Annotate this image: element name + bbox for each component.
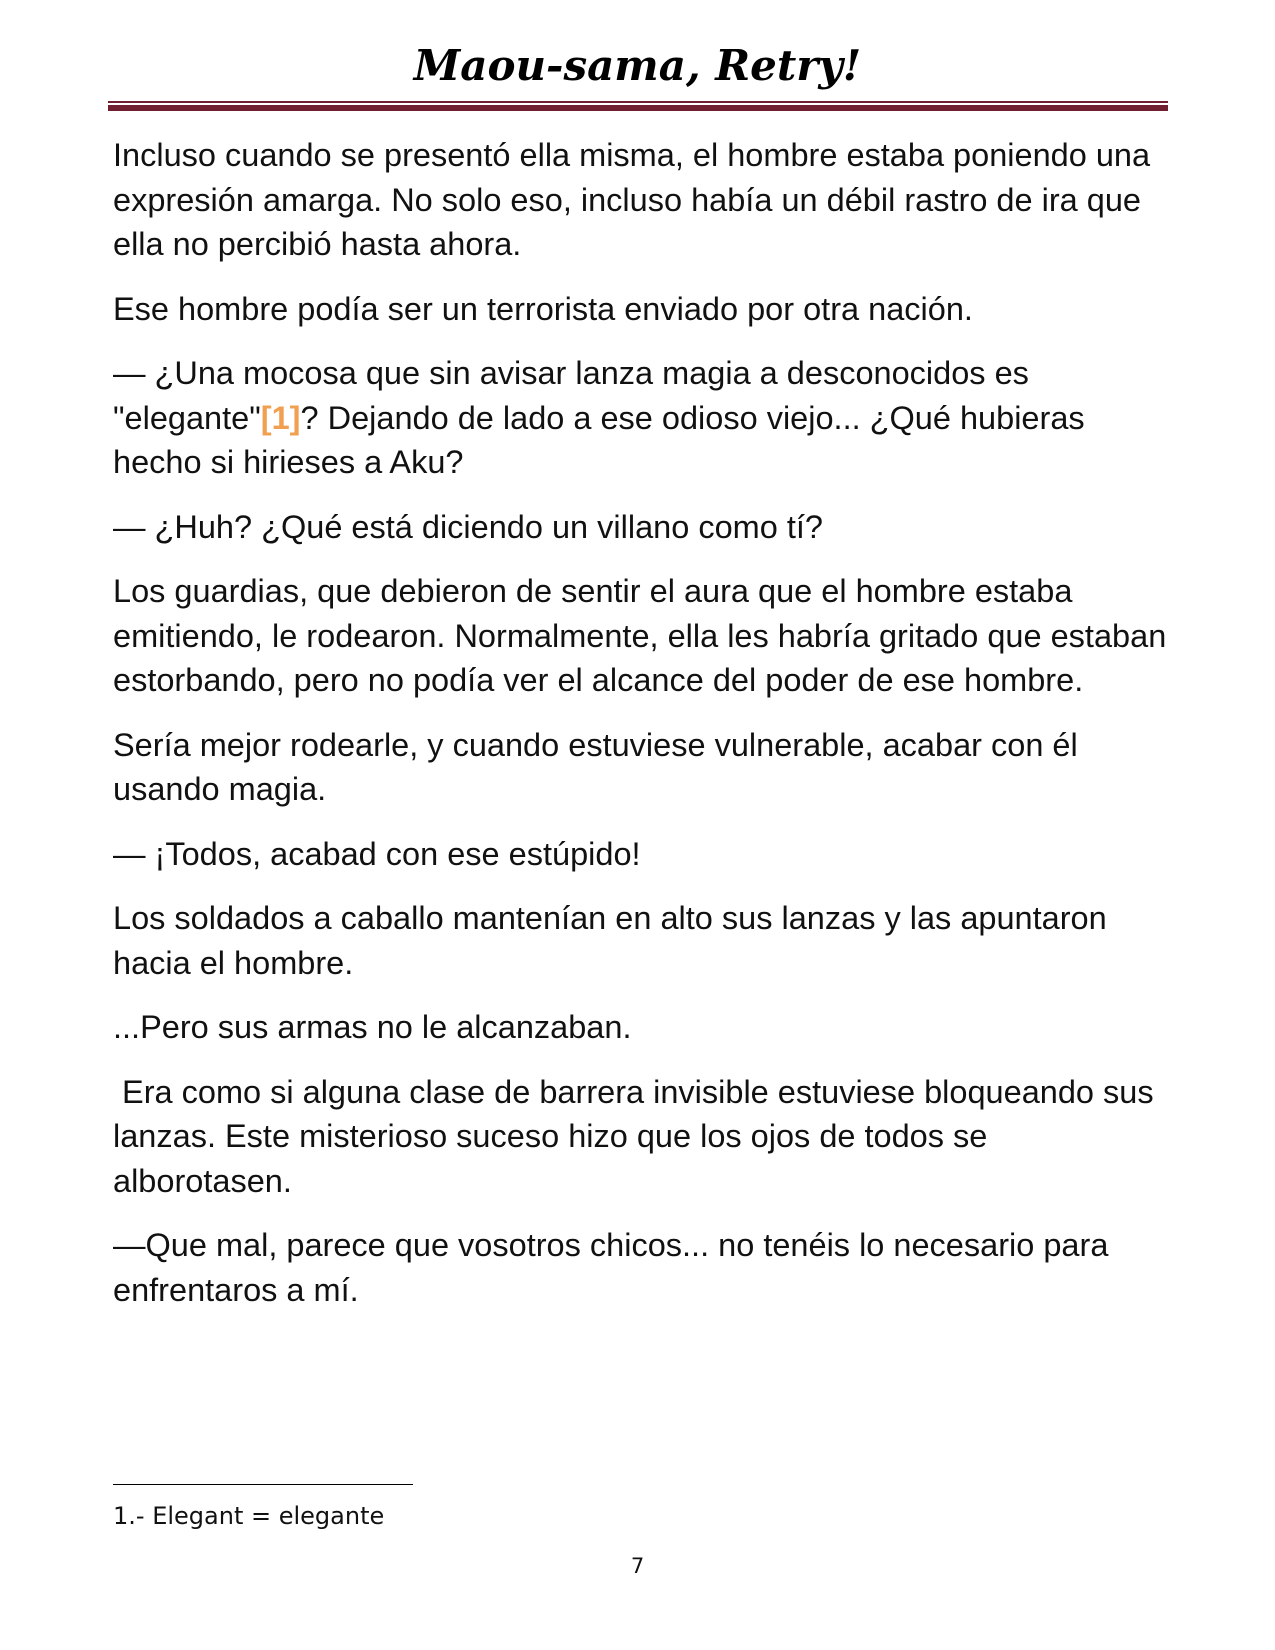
paragraph-text: ? Dejando de lado a ese odioso viejo... ¿Qué hubieras hecho si hirieses a Aku? xyxy=(113,399,1085,480)
paragraph: Sería mejor rodearle, y cuando estuviese vulnerable, acabar con él usando magia. xyxy=(113,726,1078,807)
paragraph: — ¡Todos, acabad con ese estúpido! xyxy=(113,835,641,872)
paragraph xyxy=(113,351,1173,485)
paragraph: Los guardias, que debieron de sentir el aura que el hombre estaba emitiendo, le rodearon. Normalmente, ella les habría gritado que estaban estorbando, pero no podía ver el alcance del poder de ese hombre. xyxy=(113,573,1167,698)
page-title: Maou-sama, Retry! xyxy=(413,41,862,90)
footnote-divider xyxy=(113,1484,413,1485)
paragraph: —Que mal, parece que vosotros chicos... no tenéis lo necesario para enfrentaros a mí. xyxy=(113,1227,1109,1308)
paragraph-text: — ¿Una mocosa que sin avisar lanza magia a desconocidos es "elegante" xyxy=(113,355,1029,436)
header-divider-thick-line xyxy=(108,105,1168,111)
header-divider-thin-line xyxy=(108,101,1168,103)
paragraph: — ¿Huh? ¿Qué está diciendo un villano como tí? xyxy=(113,508,823,545)
page-number: 7 xyxy=(630,1554,645,1578)
paragraph: Los soldados a caballo mantenían en alto sus lanzas y las apuntaron hacia el hombre. xyxy=(113,900,1107,981)
body-text xyxy=(113,133,1173,1332)
paragraph: ...Pero sus armas no le alcanzaban. xyxy=(113,1009,632,1045)
header-divider xyxy=(108,101,1168,111)
paragraph: Incluso cuando se presentó ella misma, el hombre estaba poniendo una expresión amarga. No solo eso, incluso había un débil rastro de ira que ella no percibió hasta ahora. xyxy=(113,137,1151,262)
footnote: 1.- Elegant = elegante xyxy=(113,1502,385,1530)
paragraph: Era como si alguna clase de barrera invisible estuviese bloqueando sus lanzas. Este misterioso suceso hizo que los ojos de todos se alborotasen. xyxy=(113,1073,1163,1199)
footnote-reference-link[interactable]: [1] xyxy=(260,399,301,436)
paragraph: Ese hombre podía ser un terrorista enviado por otra nación. xyxy=(113,290,973,327)
